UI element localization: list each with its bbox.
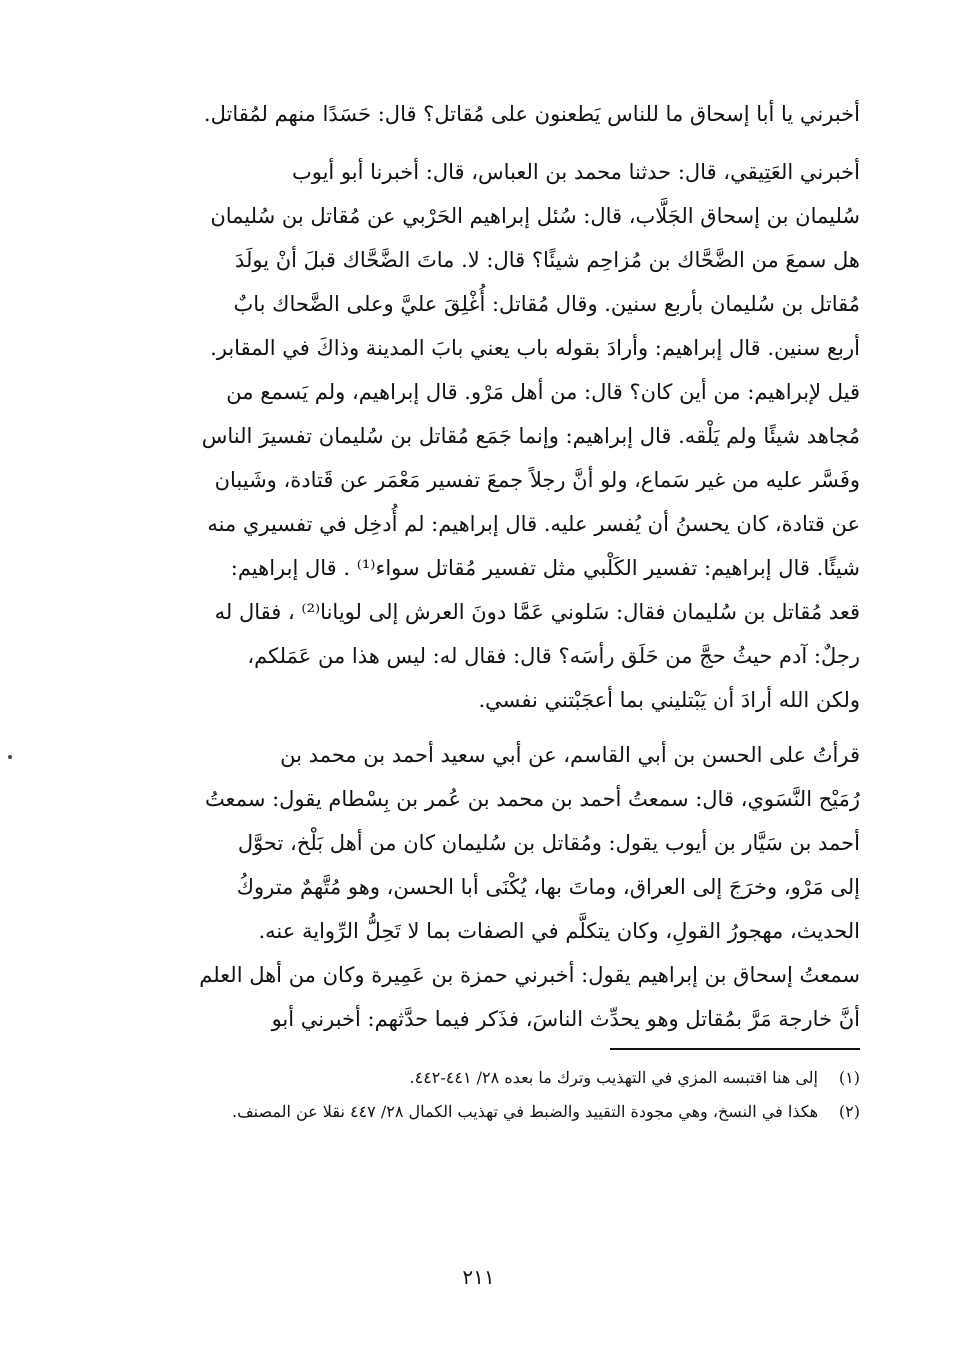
text-line: ولكن الله أرادَ أن يَبْتليني بما أعجَبْتني نفسي. — [478, 688, 860, 712]
paragraph-1 — [140, 92, 860, 136]
text-line: رجلٌ: آدم حيثُ حجَّ من حَلَق رأسَه؟ قال: فقال له: ليس هذا من عَمَلكم، — [247, 644, 860, 668]
text-line: وفَسَّر عليه من غير سَماع، ولو أنَّ رجلاً جمعَ تفسير مَعْمَر عن قَتادة، وشَيبان — [214, 468, 860, 492]
text-line: قرأتُ على الحسن بن أبي القاسم، عن أبي سعيد أحمد بن محمد بن — [280, 743, 860, 767]
text-line: أخبرني يا أبا إسحاق ما للناس يَطعنون على مُقاتل؟ قال: حَسَدًا منهم لمُقاتل. — [203, 102, 860, 126]
footnote-divider — [610, 1048, 860, 1050]
text-line: عن قتادة، كان يحسنُ أن يُفسر عليه. قال إبراهيم: لم أُدخِل في تفسيري منه — [207, 512, 860, 536]
page-number: ٢١١ — [462, 1265, 495, 1289]
text-line: مُجاهد شيئًا ولم يَلْقه. قال إبراهيم: وإنما جَمَع مُقاتل بن سُليمان تفسيرَ الناس — [201, 424, 860, 448]
text-line: هل سمعَ من الضَّحَّاك بن مُزاحِم شيئًا؟ قال: لا. ماتَ الضَّحَّاك قبلَ أنْ يولَدَ — [234, 248, 860, 272]
text-line: رُمَيْح النَّسَوي، قال: سمعتُ أحمد بن محمد بن عُمر بن بِسْطام يقول: سمعتُ — [204, 787, 860, 811]
text-line: أخبرني العَتِيقي، قال: حدثنا محمد بن العباس، قال: أخبرنا أبو أيوب — [291, 160, 860, 184]
footnote-2 — [140, 1098, 860, 1126]
footnotes — [140, 1064, 860, 1132]
scan-speck — [8, 755, 12, 759]
paragraph-3 — [140, 733, 860, 1041]
paragraph-2 — [140, 150, 860, 722]
text-line: أربع سنين. قال إبراهيم: وأرادَ بقوله باب يعني بابَ المدينة وذاكَ في المقابر. — [210, 336, 860, 360]
text-line: سُليمان بن إسحاق الجَلَّاب، قال: سُئل إبراهيم الحَرْبي عن مُقاتل بن سُليمان — [210, 204, 860, 228]
footnote-text: هكذا في النسخ، وهي مجودة التقييد والضبط في تهذيب الكمال ٢٨/ ٤٤٧ نقلا عن المصنف. — [231, 1102, 818, 1121]
text-line: مُقاتل بن سُليمان بأربع سنين. وقال مُقاتل: أُغْلِقَ عليَّ وعلى الضَّحاك بابٌ — [233, 292, 860, 316]
text-line: قعد مُقاتل بن سُليمان فقال: سَلوني عَمَّا دونَ العرش إلى لويانا⁽²⁾ ، فقال له — [214, 600, 860, 624]
text-line: أحمد بن سَيَّار بن أيوب يقول: ومُقاتل بن سُليمان كان من أهل بَلْخ، تحوَّل — [237, 831, 860, 855]
footnote-marker: (٢) — [838, 1102, 860, 1121]
text-line: شيئًا. قال إبراهيم: تفسير الكَلْبي مثل تفسير مُقاتل سواء⁽¹⁾ . قال إبراهيم: — [230, 556, 860, 580]
footnote-1 — [140, 1064, 860, 1092]
text-line: إلى مَرْو، وخرَجَ إلى العراق، وماتَ بها، يُكْنَى أبا الحسن، وهو مُتَّهمٌ متروكُ — [236, 875, 860, 899]
text-line: الحديث، مهجورُ القولِ، وكان يتكلَّم في الصفات بما لا تَحِلُّ الرِّواية عنه. — [258, 919, 860, 943]
text-line: أنَّ خارجة مَرَّ بمُقاتل وهو يحدِّث الناسَ، فذَكر فيما حدَّثهم: أخبرني أبو — [271, 1007, 860, 1031]
text-line: قيل لإبراهيم: من أين كان؟ قال: من أهل مَرْو. قال إبراهيم، ولم يَسمع من — [226, 380, 860, 404]
footnote-text: إلى هنا اقتبسه المزي في التهذيب وترك ما بعده ٢٨/ ٤٤١-٤٤٢. — [409, 1068, 818, 1087]
text-line: سمعتُ إسحاق بن إبراهيم يقول: أخبرني حمزة بن عَمِيرة وكان من أهل العلم — [199, 963, 860, 987]
footnote-marker: (١) — [838, 1068, 860, 1087]
